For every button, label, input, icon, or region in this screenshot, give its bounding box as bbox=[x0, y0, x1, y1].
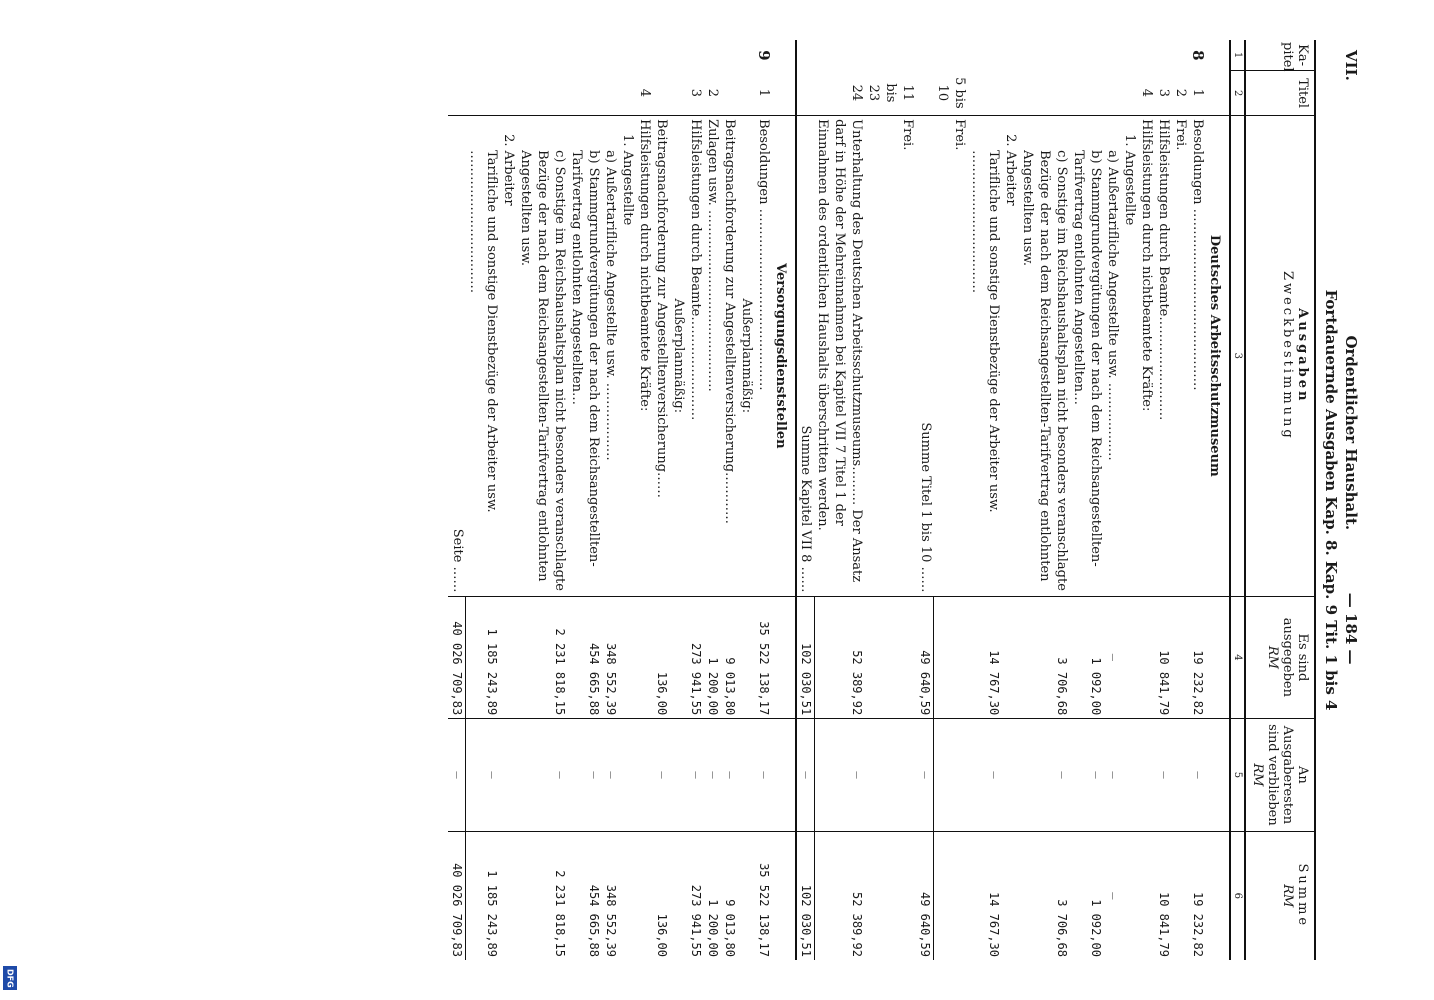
description-cell: Hilfsleistungen durch nichtbeamtete Kräfte: bbox=[636, 116, 653, 596]
kapitel-8-title: Deutsches Arbeitsschutzmuseum bbox=[1206, 116, 1230, 596]
table-row bbox=[517, 40, 568, 960]
amount-spent: 348 552,39 bbox=[602, 596, 619, 719]
page-title: Ordentlicher Haushalt. bbox=[1342, 335, 1360, 531]
amount-total: 136,00 bbox=[653, 831, 670, 960]
colnum-4: 4 bbox=[1230, 596, 1245, 719]
amount-spent: 273 941,55 bbox=[687, 596, 704, 719]
amount-remaining: — bbox=[815, 719, 866, 831]
section-row bbox=[670, 40, 687, 960]
table-row bbox=[568, 40, 602, 960]
amount-spent: 35 522 138,17 bbox=[755, 596, 772, 719]
table-row bbox=[602, 40, 619, 960]
description-cell: 1. Angestellte bbox=[619, 116, 636, 596]
titel-cell: 11 bis 23 bbox=[866, 83, 916, 103]
header-summe-label: Summe bbox=[1295, 863, 1310, 929]
amount-spent: 10 841,79 bbox=[1155, 596, 1172, 719]
section-row bbox=[738, 40, 755, 960]
description-cell: Hilfsleistungen durch Beamte…………………… bbox=[1155, 116, 1172, 596]
amount-remaining: — bbox=[653, 719, 670, 831]
description-cell: Zulagen usw. …………………………………… bbox=[704, 116, 721, 596]
chapter-total-row bbox=[796, 40, 815, 960]
description-cell: Besoldungen …………………………………… bbox=[1189, 116, 1206, 596]
amount-spent: 1 185 243,89 bbox=[466, 596, 500, 719]
table-row bbox=[815, 40, 866, 960]
table-row bbox=[1104, 40, 1121, 960]
amount-total: 1 185 243,89 bbox=[466, 831, 500, 960]
table-row bbox=[653, 40, 670, 960]
titel-cell: 4 bbox=[1139, 88, 1154, 98]
description-cell: Beitragsnachforderung zur Angestelltenversicherung…… bbox=[653, 116, 670, 596]
table-row bbox=[687, 40, 704, 960]
amount-total: 35 522 138,17 bbox=[755, 831, 772, 960]
amount-remaining: — bbox=[449, 719, 467, 831]
kapitel-cell: 9 bbox=[755, 50, 773, 61]
amount-spent: 454 665,88 bbox=[568, 596, 602, 719]
description-cell: Tarifliche und sonstige Dienstbezüge der Arbeiter usw. …………………………… bbox=[466, 116, 500, 596]
description-cell: Unterhaltung des Deutschen Arbeitsschutzmuseums……… Der Ansatz darf in Höhe der Mehreinnahmen bei Kapitel VII 7 Titel 1 der Einnahmen des ordentlichen Haushalts überschritten werden. bbox=[815, 116, 866, 596]
amount-spent: — bbox=[1104, 596, 1121, 719]
description-cell: Hilfsleistungen durch Beamte…………………… bbox=[687, 116, 704, 596]
amount-spent: 14 767,30 bbox=[968, 596, 1002, 719]
titel-cell: 3 bbox=[1156, 88, 1171, 98]
header-ausgaben bbox=[1245, 116, 1315, 596]
amount-remaining: — bbox=[704, 719, 721, 831]
amount-remaining: — bbox=[568, 719, 602, 831]
table-row bbox=[704, 40, 721, 960]
amount-total: 3 706,68 bbox=[1019, 831, 1070, 960]
header-titel: Titel bbox=[1245, 71, 1315, 116]
table-row bbox=[721, 40, 738, 960]
column-number-row bbox=[1230, 40, 1245, 960]
description-cell: 2. Arbeiter bbox=[500, 116, 517, 596]
amount-spent: 102 030,51 bbox=[796, 596, 815, 719]
titel-cell: 1 bbox=[756, 88, 771, 98]
amount-spent: 9 013,80 bbox=[721, 596, 738, 719]
page-total-row bbox=[449, 40, 467, 960]
section-row bbox=[772, 40, 796, 960]
page-subtitle: Fortdauernde Ausgaben Kap. 8. Kap. 9 Tit. 1 bis 4 bbox=[1322, 289, 1340, 711]
header-summe bbox=[1245, 831, 1315, 960]
description-cell: c) Sonstige im Reichshaushaltsplan nicht besonders veranschlagte Bezüge der nach dem Reichsangestellten-Tarifvertrag entlohnten Angestellten usw. bbox=[1019, 116, 1070, 596]
page-number: — 184 — bbox=[1342, 592, 1360, 665]
header-ausgaben-label: Ausgaben bbox=[1295, 308, 1310, 404]
colnum-2: 2 bbox=[1230, 71, 1245, 116]
amount-remaining: — bbox=[602, 719, 619, 831]
amount-spent: 49 640,59 bbox=[917, 596, 935, 719]
amount-spent: 19 232,82 bbox=[1189, 596, 1206, 719]
colnum-5: 5 bbox=[1230, 719, 1245, 831]
amount-spent: 52 389,92 bbox=[815, 596, 866, 719]
amount-total: 52 389,92 bbox=[815, 831, 866, 960]
description-cell: Besoldungen …………………………………… bbox=[755, 116, 772, 596]
amount-remaining: — bbox=[755, 719, 772, 831]
amount-total: 19 232,82 bbox=[1189, 831, 1206, 960]
amount-remaining: — bbox=[721, 719, 738, 831]
titel-cell: 3 bbox=[688, 88, 703, 98]
amount-remaining: — bbox=[687, 719, 704, 831]
amount-remaining: — bbox=[968, 719, 1002, 831]
titel-cell: 4 bbox=[637, 88, 652, 98]
header-unit-a: RM bbox=[1265, 645, 1280, 669]
header-ausgaberesten-label: An Ausgaberesten sind verblieben bbox=[1265, 724, 1310, 826]
amount-total: 40 026 709,83 bbox=[449, 831, 467, 960]
rotated-document-page bbox=[70, 40, 1360, 960]
table-row bbox=[968, 40, 1002, 960]
header-ausgaberesten bbox=[1245, 719, 1315, 831]
description-cell: Summe Kapitel VII 8 …… bbox=[796, 116, 815, 596]
table-header-row bbox=[1245, 40, 1315, 960]
table-row bbox=[1172, 40, 1189, 960]
description-cell: Frei. bbox=[934, 116, 968, 596]
colnum-1: 1 bbox=[1230, 40, 1245, 71]
amount-total: 273 941,55 bbox=[687, 831, 704, 960]
kapitel-9-title: Versorgungsdienststellen bbox=[772, 116, 796, 596]
credit-text bbox=[0, 600, 2, 1000]
amount-total: 348 552,39 bbox=[602, 831, 619, 960]
table-row bbox=[1189, 40, 1206, 960]
table-row bbox=[619, 40, 636, 960]
table-row bbox=[636, 40, 653, 960]
table-row bbox=[755, 40, 772, 960]
description-cell: b) Stammgrundvergütungen der nach dem Reichsangestellten-Tarifvertrag entlohnten Angestellten… bbox=[568, 116, 602, 596]
titel-cell: 5 bis 10 bbox=[935, 77, 967, 109]
amount-total: 454 665,88 bbox=[568, 831, 602, 960]
table-row bbox=[1019, 40, 1070, 960]
table-row bbox=[1138, 40, 1155, 960]
amount-total: 14 767,30 bbox=[968, 831, 1002, 960]
amount-spent: 1 200,00 bbox=[704, 596, 721, 719]
section-number: VII. bbox=[1342, 50, 1360, 81]
amount-spent: 1 092,00 bbox=[1070, 596, 1104, 719]
section-row bbox=[1206, 40, 1230, 960]
subtotal-row bbox=[917, 40, 935, 960]
header-unit-b: RM bbox=[1250, 763, 1265, 787]
kapitel-cell: 8 bbox=[1189, 50, 1207, 61]
amount-spent: 3 706,68 bbox=[1019, 596, 1070, 719]
amount-spent: 136,00 bbox=[653, 596, 670, 719]
table-row bbox=[1070, 40, 1104, 960]
table-row bbox=[500, 40, 517, 960]
description-cell: a) Außertarifliche Angestellte usw. ……………… bbox=[602, 116, 619, 596]
description-cell: 2. Arbeiter bbox=[1002, 116, 1019, 596]
header-unit-c: RM bbox=[1280, 884, 1295, 908]
amount-remaining: — bbox=[1019, 719, 1070, 831]
header-zweckbestimmung: Zweckbestimmung bbox=[1280, 270, 1295, 441]
table-row bbox=[1155, 40, 1172, 960]
amount-spent: 2 231 818,15 bbox=[517, 596, 568, 719]
ausserplanmaessig-label: Außerplanmäßig: bbox=[738, 116, 755, 596]
digitization-credit bbox=[0, 0, 20, 1000]
header-ausgegeben-label: Es sind ausgegeben bbox=[1280, 617, 1310, 697]
amount-total: 49 640,59 bbox=[917, 831, 935, 960]
description-cell: a) Außertarifliche Angestellte usw. ……………… bbox=[1104, 116, 1121, 596]
page-header bbox=[1342, 40, 1360, 960]
amount-remaining: — bbox=[517, 719, 568, 831]
amount-remaining: — bbox=[796, 719, 815, 831]
amount-total: — bbox=[1104, 831, 1121, 960]
description-cell: Beitragsnachforderung zur Angestelltenversicherung………… bbox=[721, 116, 738, 596]
amount-remaining: — bbox=[1155, 719, 1172, 831]
amount-total: 2 231 818,15 bbox=[517, 831, 568, 960]
description-cell: Hilfsleistungen durch nichtbeamtete Kräfte: bbox=[1138, 116, 1155, 596]
dfg-logo: DFG bbox=[3, 966, 17, 990]
amount-total: 102 030,51 bbox=[796, 831, 815, 960]
description-cell: Frei. bbox=[1172, 116, 1189, 596]
amount-total: 9 013,80 bbox=[721, 831, 738, 960]
amount-spent: 40 026 709,83 bbox=[449, 596, 467, 719]
description-cell: Seite …… bbox=[449, 116, 467, 596]
amount-remaining: — bbox=[1104, 719, 1121, 831]
description-cell: Frei. bbox=[866, 116, 917, 596]
description-cell: 1. Angestellte bbox=[1121, 116, 1138, 596]
ausserplanmaessig-label: Außerplanmäßig: bbox=[670, 116, 687, 596]
table-row bbox=[934, 40, 968, 960]
table-row bbox=[1121, 40, 1138, 960]
amount-total: 1 200,00 bbox=[704, 831, 721, 960]
titel-cell: 2 bbox=[1173, 88, 1188, 98]
description-cell: c) Sonstige im Reichshaushaltsplan nicht besonders veranschlagte Bezüge der nach dem Reichsangestellten-Tarifvertrag entlohnten Angestellten usw. bbox=[517, 116, 568, 596]
table-row bbox=[1002, 40, 1019, 960]
header-kapitel: Ka-pitel bbox=[1245, 40, 1315, 71]
amount-total: 10 841,79 bbox=[1155, 831, 1172, 960]
titel-cell: 2 bbox=[705, 88, 720, 98]
amount-remaining: — bbox=[1070, 719, 1104, 831]
amount-remaining: — bbox=[466, 719, 500, 831]
header-ausgegeben bbox=[1245, 596, 1315, 719]
amount-total: 1 092,00 bbox=[1070, 831, 1104, 960]
amount-remaining: — bbox=[917, 719, 935, 831]
colnum-3: 3 bbox=[1230, 116, 1245, 596]
description-cell: b) Stammgrundvergütungen der nach dem Reichsangestellten-Tarifvertrag entlohnten Angestellten… bbox=[1070, 116, 1104, 596]
table-row bbox=[466, 40, 500, 960]
description-cell: Summe Titel 1 bis 10 …… bbox=[917, 116, 935, 596]
amount-remaining: — bbox=[1189, 719, 1206, 831]
budget-table bbox=[449, 40, 1317, 960]
titel-cell: 1 bbox=[1190, 88, 1205, 98]
description-cell: Tarifliche und sonstige Dienstbezüge der Arbeiter usw. …………………………… bbox=[968, 116, 1002, 596]
table-row bbox=[866, 40, 917, 960]
titel-cell: 24 bbox=[849, 84, 865, 102]
colnum-6: 6 bbox=[1230, 831, 1245, 960]
